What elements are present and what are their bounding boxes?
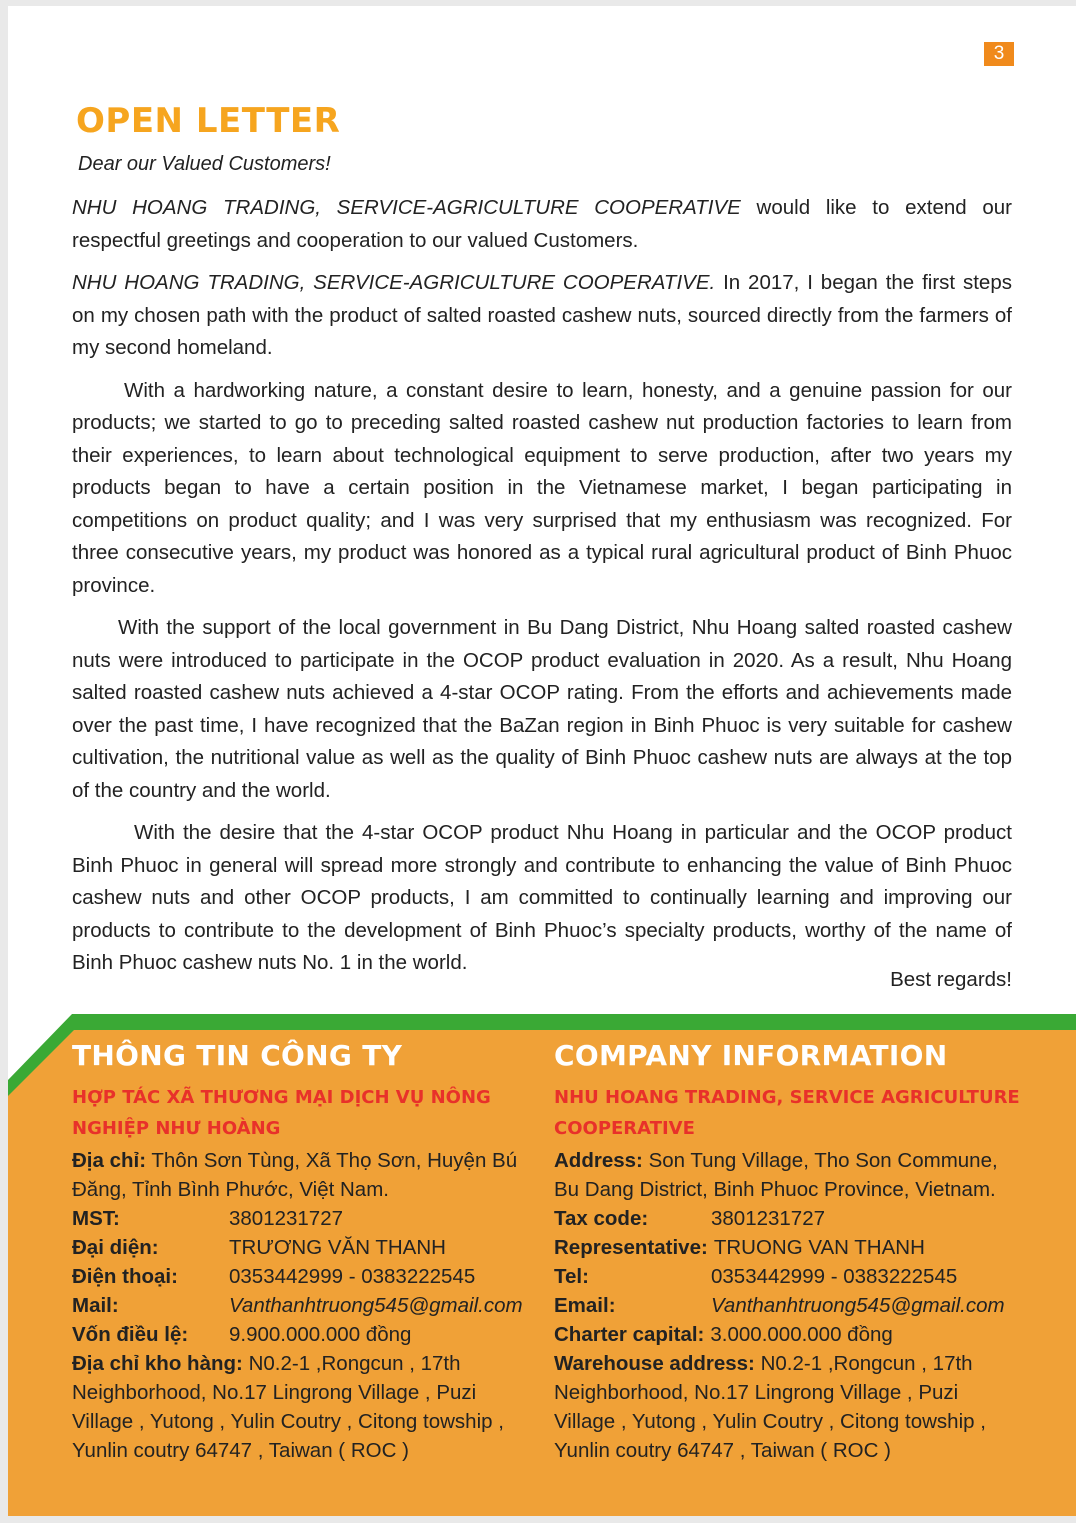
tax-value: 3801231727 (229, 1207, 344, 1230)
mail-label: Email: (554, 1294, 616, 1317)
warehouse-value: N0.2-1 ,Rongcun , 17th Neighborhood, No.17 Lingrong Village , Puzi Village , Yutong , Yulin Coutry , Citong towship , Yunlin coutry 64747 , Taiwan ( ROC ) (554, 1352, 986, 1462)
phone-row-en (554, 1262, 1024, 1291)
rep-label: Đại diện: (72, 1236, 159, 1259)
warehouse-value: N0.2-1 ,Rongcun , 17th Neighborhood, No.17 Lingrong Village , Puzi Village , Yutong , Yulin Coutry , Citong towship , Yunlin coutry 64747 , Taiwan ( ROC ) (72, 1352, 504, 1462)
phone-label: Điện thoại: (72, 1265, 178, 1288)
mail-value[interactable]: Vanthanhtruong545@gmail.com (711, 1294, 1005, 1317)
tax-row-vn (72, 1204, 542, 1233)
info-heading-en: COMPANY INFORMATION (554, 1039, 948, 1072)
company-name-inline: NHU HOANG TRADING, SERVICE-AGRICULTURE COOPERATIVE (72, 196, 741, 219)
address-label: Address: (554, 1149, 643, 1172)
phone-value: 0353442999 - 0383222545 (711, 1265, 958, 1288)
letter-closing: Best regards! (890, 968, 1012, 991)
address-value: Thôn Sơn Tùng, Xã Thọ Sơn, Huyện Bú Đăng, Tỉnh Bình Phước, Việt Nam. (72, 1149, 518, 1201)
rep-row-en (554, 1233, 1024, 1262)
capital-row-vn (72, 1320, 542, 1349)
paragraph-3: With a hardworking nature, a constant desire to learn, honesty, and a genuine passion for our products; we started to go to preceding salted roasted cashew nut production factories to learn from their experiences, to learn about technological equipment to serve production, after two years my products began to have a certain position in the Vietnamese market, I began participating in competitions on product quality; and I was very surprised that my enthusiasm was recognized. For three consecutive years, my product was honored as a typical rural agricultural product of Binh Phuoc province. (72, 378, 1012, 597)
tax-row-en (554, 1204, 1024, 1233)
company-name-vn: HỢP TÁC XÃ THƯƠNG MẠI DỊCH VỤ NÔNG NGHIỆP NHƯ HOÀNG (72, 1087, 491, 1139)
capital-value: 9.900.000.000 đồng (229, 1323, 412, 1346)
paragraph-4: With the support of the local government in Bu Dang District, Nhu Hoang salted roasted cashew nuts were introduced to participate in the OCOP product evaluation in 2020. As a result, Nhu Hoang salted roasted cashew nuts achieved a 4-star OCOP rating. From the efforts and achievements made over the past time, I have recognized that the BaZan region in Binh Phuoc is very suitable for cashew cultivation, the nutritional value as well as the quality of Binh Phuoc cashew nuts are always at the top of the country and the world. (72, 616, 1012, 802)
rep-row-vn (72, 1233, 542, 1262)
letter-greeting: Dear our Valued Customers! (78, 153, 331, 175)
company-info-vietnamese (72, 1036, 542, 1465)
rep-label: Representative: (554, 1236, 708, 1259)
paragraph-5: With the desire that the 4-star OCOP product Nhu Hoang in particular and the OCOP product Binh Phuoc in general will spread more strongly and contribute to enhancing the value of Binh Phuoc cashew nuts and other OCOP products, I am committed to continually learning and improving our products to contribute to the development of Binh Phuoc’s specialty products, worthy of the name of Binh Phuoc cashew nuts No. 1 in the world. (72, 821, 1012, 974)
paragraph-text: In 2017, I began the first steps on my chosen path with the product of salted roasted cashew nuts, sourced directly from the farmers of my second homeland. (72, 271, 1012, 359)
page-number: 3 (984, 42, 1014, 66)
paragraph-2 (72, 267, 1012, 365)
mail-row-en (554, 1291, 1024, 1320)
mail-value[interactable]: Vanthanhtruong545@gmail.com (229, 1294, 523, 1317)
address-en (554, 1146, 1024, 1204)
letter-title: OPEN LETTER (76, 101, 341, 141)
company-name-en: NHU HOANG TRADING, SERVICE AGRICULTURE COOPERATIVE (554, 1087, 1020, 1139)
address-value: Son Tung Village, Tho Son Commune, Bu Dang District, Binh Phuoc Province, Vietnam. (554, 1149, 998, 1201)
phone-row-vn (72, 1262, 542, 1291)
rep-value: TRUONG VAN THANH (713, 1236, 925, 1259)
address-label: Địa chỉ: (72, 1149, 147, 1172)
rep-value: TRƯƠNG VĂN THANH (229, 1236, 446, 1259)
warehouse-label: Địa chỉ kho hàng: (72, 1352, 243, 1375)
company-info-english (554, 1036, 1024, 1465)
address-vn (72, 1146, 542, 1204)
phone-label: Tel: (554, 1265, 589, 1288)
phone-value: 0353442999 - 0383222545 (229, 1265, 476, 1288)
warehouse-en (554, 1349, 1024, 1465)
capital-label: Vốn điều lệ: (72, 1323, 189, 1346)
capital-value: 3.000.000.000 đồng (710, 1323, 893, 1346)
capital-row-en (554, 1320, 1024, 1349)
tax-value: 3801231727 (711, 1207, 826, 1230)
mail-row-vn (72, 1291, 542, 1320)
letter-body (72, 192, 1012, 990)
warehouse-label: Warehouse address: (554, 1352, 755, 1375)
document-page (8, 6, 1076, 1516)
company-name-inline: NHU HOANG TRADING, SERVICE-AGRICULTURE COOPERATIVE. (72, 271, 716, 294)
warehouse-vn (72, 1349, 542, 1465)
paragraph-1 (72, 192, 1012, 257)
tax-label: Tax code: (554, 1207, 649, 1230)
capital-label: Charter capital: (554, 1323, 705, 1346)
paragraph-text: would like to extend our respectful greetings and cooperation to our valued Customers. (72, 196, 1012, 252)
tax-label: MST: (72, 1207, 120, 1230)
info-heading-vn: THÔNG TIN CÔNG TY (72, 1039, 403, 1072)
mail-label: Mail: (72, 1294, 119, 1317)
